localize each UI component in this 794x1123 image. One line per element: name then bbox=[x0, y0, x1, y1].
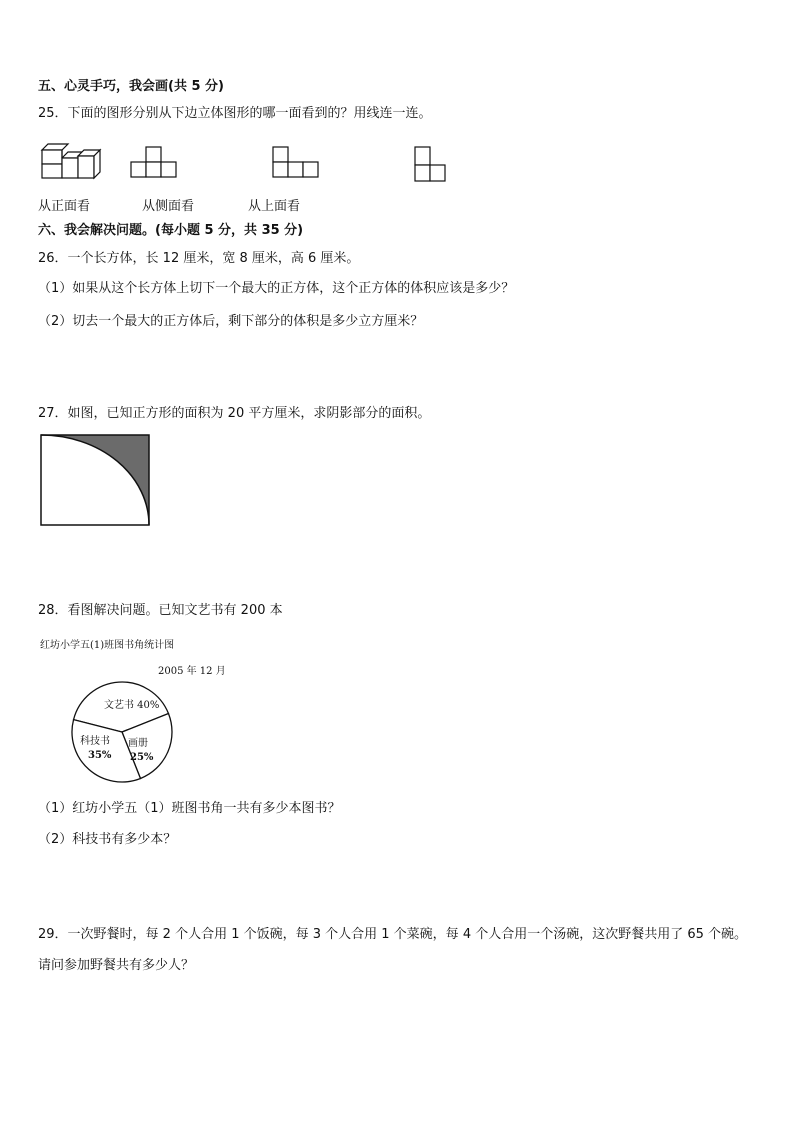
question-28-part-2: （2）科技书有多少本？ bbox=[38, 832, 177, 847]
label-top-view: 从上面看 bbox=[248, 199, 301, 214]
question-26-text: 26．一个长方体，长 12 厘米，宽 8 厘米，高 6 厘米。 bbox=[38, 251, 360, 266]
question-26-part-2: （2）切去一个最大的正方体后，剩下部分的体积是多少立方厘米？ bbox=[38, 314, 424, 329]
question-28-text: 28．看图解决问题。已知文艺书有 200 本 bbox=[38, 603, 283, 618]
view-figure-3 bbox=[414, 146, 448, 184]
slice-label-science: 科技书 bbox=[80, 736, 110, 747]
chart-subtitle: 2005 年 12 月 bbox=[158, 666, 226, 677]
slice-pct-science: 35% bbox=[88, 750, 112, 761]
square-quarter-circle-figure bbox=[40, 434, 152, 528]
view-figure-1 bbox=[130, 146, 178, 180]
slice-label-albums: 画册 bbox=[128, 738, 148, 749]
question-27-text: 27．如图，已知正方形的面积为 20 平方厘米，求阴影部分的面积。 bbox=[38, 406, 431, 421]
question-28-part-1: （1）红坊小学五（1）班图书角一共有多少本图书？ bbox=[38, 801, 341, 816]
slice-pct-albums: 25% bbox=[130, 752, 154, 763]
solid-figure bbox=[38, 132, 104, 184]
slice-label-literature: 文艺书 40% bbox=[104, 700, 160, 711]
label-side-view: 从侧面看 bbox=[142, 199, 195, 214]
pie-chart bbox=[70, 680, 180, 784]
shaded-region bbox=[41, 435, 149, 525]
question-26-part-1: （1）如果从这个长方体上切下一个最大的正方体，这个正方体的体积应该是多少？ bbox=[38, 281, 515, 296]
label-front-view: 从正面看 bbox=[38, 199, 91, 214]
section-6-heading: 六、我会解决问题。(每小题 5 分，共 35 分) bbox=[38, 223, 304, 238]
question-29-text-2: 请问参加野餐共有多少人？ bbox=[38, 958, 195, 973]
view-figure-2 bbox=[272, 146, 320, 180]
question-25-text: 25．下面的图形分别从下边立体图形的哪一面看到的？用线连一连。 bbox=[38, 106, 432, 121]
section-5-heading: 五、心灵手巧，我会画(共 5 分) bbox=[38, 79, 224, 94]
question-29-text: 29．一次野餐时，每 2 个人合用 1 个饭碗，每 3 个人合用 1 个菜碗，每 4 个人合用一个汤碗，这次野餐共用了 65 个碗。 bbox=[38, 927, 748, 942]
chart-title: 红坊小学五(1)班图书角统计图 bbox=[40, 640, 175, 651]
